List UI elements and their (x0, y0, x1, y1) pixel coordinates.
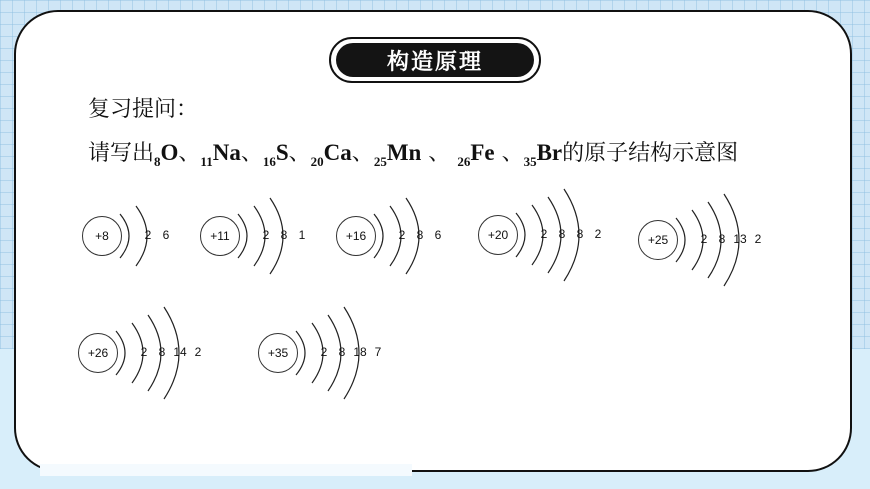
atomic-number: 26 (457, 154, 471, 169)
shell-electron-count: 13 (733, 232, 747, 246)
shell-electron-count: 1 (298, 228, 306, 242)
separator: 、 (288, 141, 311, 166)
shell-electron-count: 8 (416, 228, 424, 242)
atomic-number: 8 (154, 154, 161, 169)
nucleus: +25 (638, 220, 678, 260)
shell-electron-count: 2 (540, 227, 548, 241)
shell-electron-count: 6 (162, 228, 170, 242)
shell-electron-count: 2 (594, 227, 602, 241)
shell-electron-count: 2 (320, 345, 328, 359)
separator: 、 (178, 141, 201, 166)
element-symbol: S (275, 140, 289, 165)
atom-diagram (638, 185, 768, 295)
atom-diagram (82, 181, 212, 291)
separator: 、 (351, 141, 374, 166)
question-prefix: 请写出 (88, 141, 155, 166)
nucleus: +11 (200, 216, 240, 256)
shell-electron-count: 8 (338, 345, 346, 359)
atomic-number: 20 (310, 154, 324, 169)
nucleus: +16 (336, 216, 376, 256)
title-pill (329, 37, 541, 83)
atomic-number: 25 (373, 154, 387, 169)
atomic-number: 35 (523, 154, 537, 169)
shell-electron-count: 14 (173, 345, 187, 359)
element-symbol: Ca (323, 140, 352, 165)
element-symbol: Fe (470, 140, 495, 165)
element-symbol: Br (536, 140, 563, 165)
element-symbol: O (160, 140, 179, 165)
separator: 、 (421, 141, 458, 166)
element-symbol: Mn (386, 140, 422, 165)
shell-electron-count: 6 (434, 228, 442, 242)
atom-diagram (478, 180, 608, 290)
shell-electron-count: 7 (374, 345, 382, 359)
review-label: 复习提问： (88, 97, 199, 122)
separator: 、 (240, 141, 263, 166)
shell-electron-count: 2 (700, 232, 708, 246)
atom-diagram (258, 298, 388, 408)
shell-electron-count: 2 (194, 345, 202, 359)
title-badge (336, 43, 534, 77)
atomic-number: 11 (200, 154, 213, 169)
shell-electron-count: 18 (353, 345, 367, 359)
card-bottom-gap (40, 464, 412, 476)
question-elements (154, 140, 563, 169)
nucleus: +26 (78, 333, 118, 373)
nucleus: +8 (82, 216, 122, 256)
element-symbol: Na (212, 140, 241, 165)
nucleus: +35 (258, 333, 298, 373)
shell-electron-count: 8 (280, 228, 288, 242)
question-text (88, 136, 738, 170)
atomic-number: 16 (262, 154, 276, 169)
shell-electron-count: 8 (158, 345, 166, 359)
shell-electron-count: 2 (140, 345, 148, 359)
shell-electron-count: 8 (718, 232, 726, 246)
shell-electron-count: 2 (144, 228, 152, 242)
shell-electron-count: 8 (576, 227, 584, 241)
page-title: 构造原理 (386, 49, 483, 75)
nucleus: +20 (478, 215, 518, 255)
question-suffix: 的原子结构示意图 (562, 141, 739, 166)
separator: 、 (494, 141, 524, 166)
atom-diagram (336, 181, 466, 291)
atom-diagram (200, 181, 330, 291)
shell-electron-count: 8 (558, 227, 566, 241)
shell-electron-count: 2 (754, 232, 762, 246)
shell-electron-count: 2 (262, 228, 270, 242)
atom-diagram (78, 298, 208, 408)
shell-electron-count: 2 (398, 228, 406, 242)
